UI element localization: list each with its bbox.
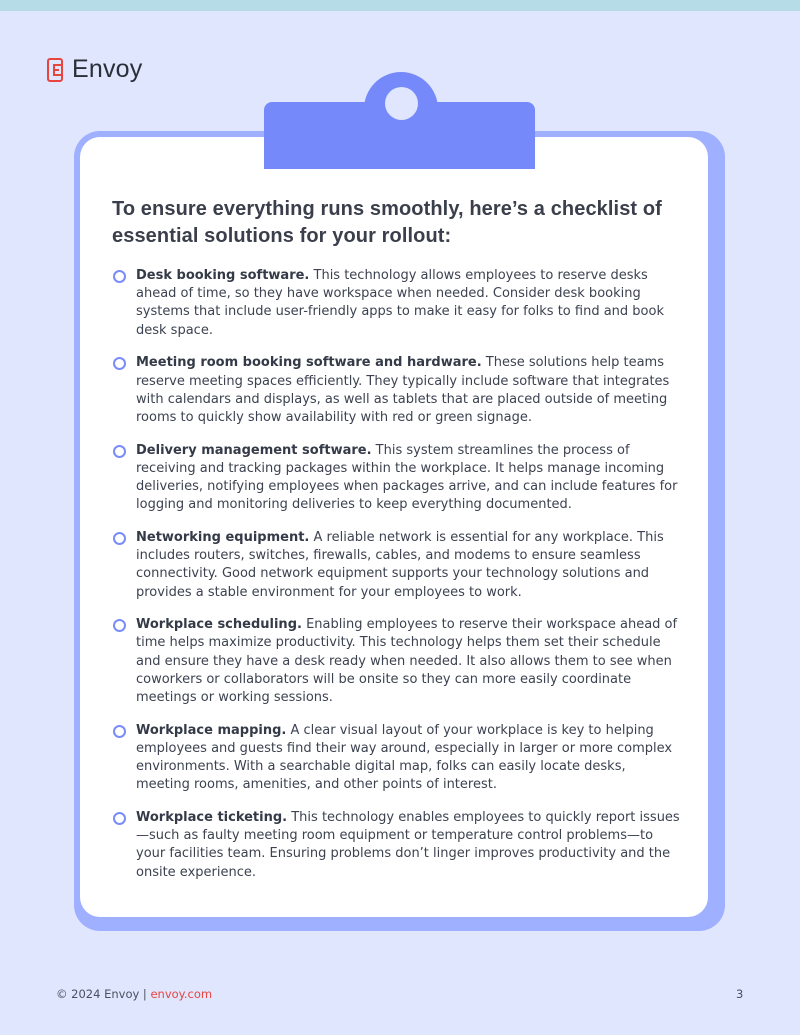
- footer: [56, 987, 212, 1001]
- circle-bullet-icon: [113, 812, 126, 825]
- envoy-logo-icon: [47, 58, 63, 82]
- envoy-logo[interactable]: [47, 55, 142, 84]
- item-title: Workplace mapping.: [136, 722, 287, 738]
- item-title: Delivery management software.: [136, 442, 372, 458]
- circle-bullet-icon: [113, 619, 126, 632]
- item-text: A clear visual layout of your workplace is key to helping employees and guests find their way around, especially in larger or more complex environments. With a searchable digital map, folks can easily locate desks, meeting rooms, amenities, and other points of interest.: [136, 722, 673, 793]
- circle-bullet-icon: [113, 270, 126, 283]
- circle-bullet-icon: [113, 357, 126, 370]
- item-title: Meeting room booking software and hardware.: [136, 355, 482, 371]
- page-number: 3: [736, 987, 744, 1001]
- item-text: This technology enables employees to quickly report issues—such as faulty meeting room equipment or temperature control problems—to your facilities team. Ensuring problems don’t linger improves productivity and the onsite experience.: [136, 810, 680, 880]
- item-text: A reliable network is essential for any workplace. This includes routers, switches, firewalls, cables, and modems to ensure seamless connectivity. Good network equipment supports your technology solutions and provides a stable environment for your employees to work.: [136, 529, 664, 600]
- checklist-heading: To ensure everything runs smoothly, here’s a checklist of essential solutions for your rollout:: [112, 198, 662, 247]
- checklist-item: [112, 529, 682, 602]
- checklist-item: [112, 809, 682, 882]
- footer-separator: |: [139, 987, 151, 1001]
- item-title: Networking equipment.: [136, 529, 310, 545]
- top-strip: [0, 0, 800, 11]
- logo-text: Envoy: [72, 55, 143, 83]
- checklist-item: [112, 722, 682, 795]
- website-link[interactable]: envoy.com: [150, 987, 213, 1001]
- checklist-item: [112, 616, 682, 707]
- circle-bullet-icon: [113, 725, 126, 738]
- circle-bullet-icon: [113, 445, 126, 458]
- checklist: [112, 267, 682, 896]
- item-title: Workplace scheduling.: [136, 617, 302, 633]
- item-text: This system streamlines the process of receiving and tracking packages within the workplace. It helps manage incoming deliveries, notifying employees when packages arrive, and can include features for logging and monitoring deliveries to keep everything documented.: [136, 442, 678, 513]
- item-title: Workplace ticketing.: [136, 810, 288, 826]
- item-text: This technology allows employees to reserve desks ahead of time, so they have workspace when needed. Consider desk booking systems that include user-friendly apps to make it easy for folks to find and book desk space.: [136, 268, 664, 338]
- checklist-item: [112, 267, 682, 340]
- item-text: Enabling employees to reserve their workspace ahead of time helps maximize productivity. This technology helps them set their schedule and ensure they have a desk ready when needed. It also allows them to see when coworkers or collaborators will be onsite so they can more easily coordinate meetings or working sessions.: [136, 617, 678, 706]
- checklist-item: [112, 354, 682, 427]
- item-text: These solutions help teams reserve meeting spaces efficiently. They typically include software that integrates with calendars and displays, as well as tablets that are placed outside of meeting rooms to quickly show availability with red or green signage.: [136, 355, 670, 425]
- copyright-text: © 2024 Envoy: [56, 987, 140, 1001]
- checklist-item: [112, 442, 682, 515]
- circle-bullet-icon: [113, 532, 126, 545]
- clipboard-clip-hole: [385, 87, 418, 120]
- item-title: Desk booking software.: [136, 268, 310, 283]
